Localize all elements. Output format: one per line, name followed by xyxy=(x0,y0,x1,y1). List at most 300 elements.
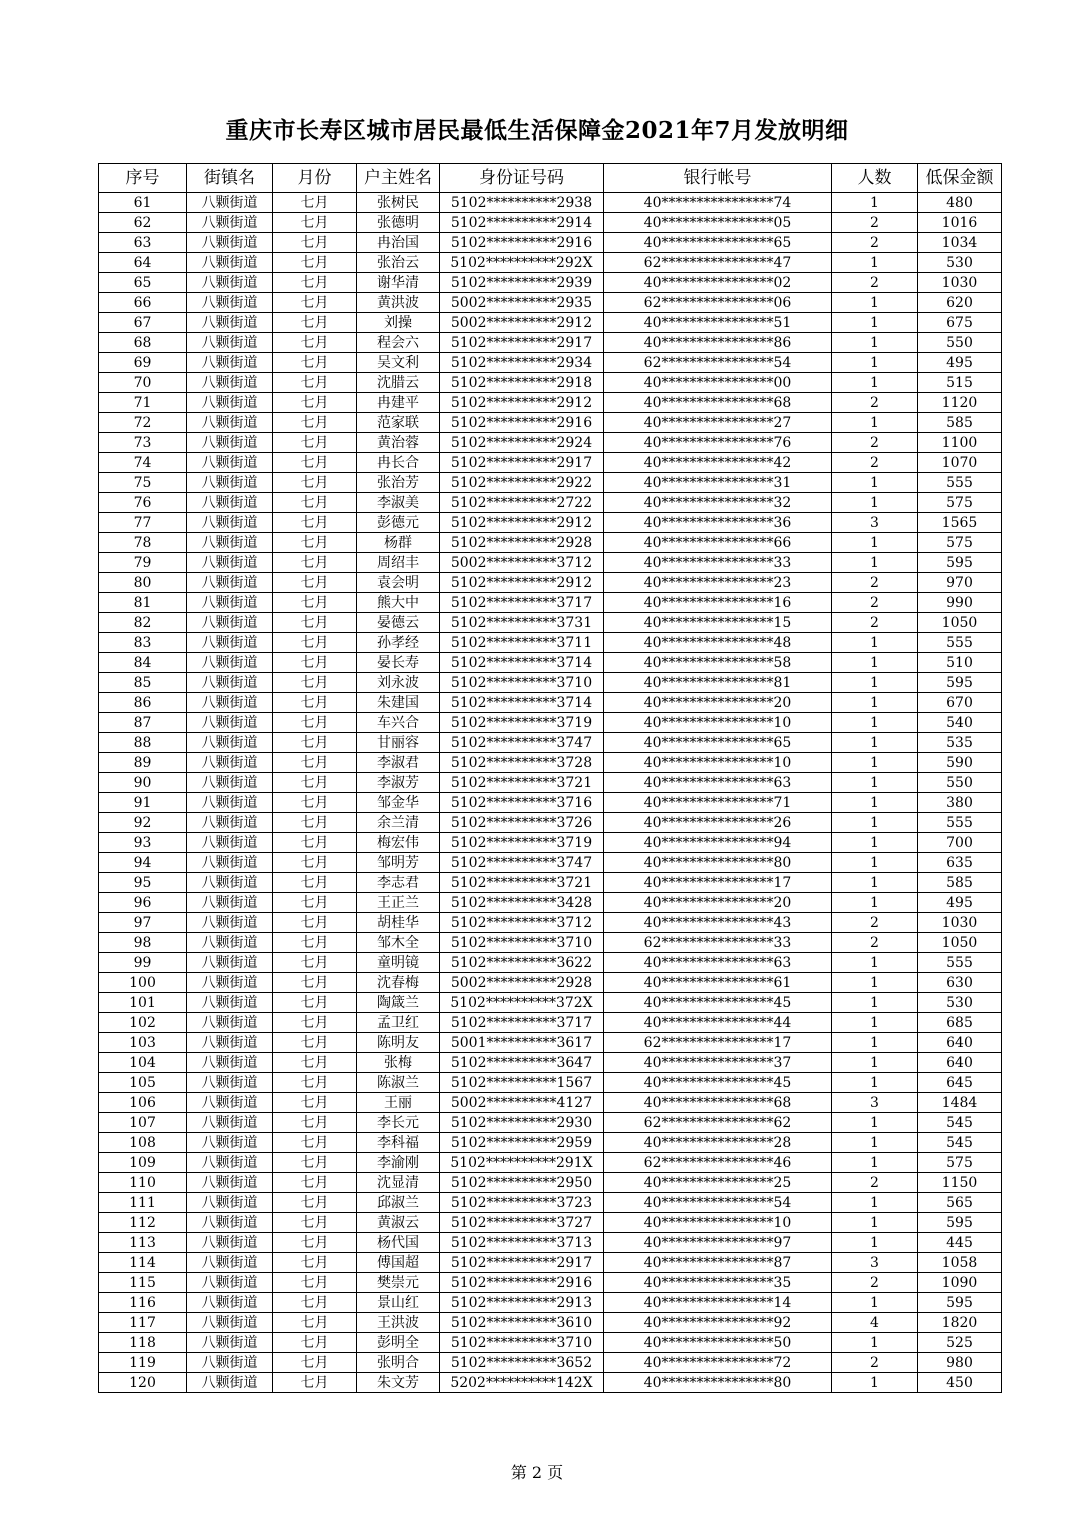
table-row xyxy=(99,813,1002,833)
cell-street: 八颗街道 xyxy=(187,293,273,313)
cell-street: 八颗街道 xyxy=(187,593,273,613)
cell-seq: 85 xyxy=(99,673,187,693)
cell-householder: 杨群 xyxy=(357,533,440,553)
column-header-street: 街镇名 xyxy=(187,164,273,193)
cell-persons: 1 xyxy=(832,473,918,493)
cell-persons: 1 xyxy=(832,353,918,373)
cell-bank-account: 40****************80 xyxy=(604,1373,832,1393)
cell-bank-account: 40****************68 xyxy=(604,1093,832,1113)
cell-street: 八颗街道 xyxy=(187,813,273,833)
cell-amount: 535 xyxy=(918,733,1002,753)
cell-amount: 1058 xyxy=(918,1253,1002,1273)
cell-id-number: 5102**********2912 xyxy=(440,393,604,413)
cell-id-number: 5102**********2934 xyxy=(440,353,604,373)
cell-householder: 程会六 xyxy=(357,333,440,353)
cell-seq: 93 xyxy=(99,833,187,853)
cell-seq: 116 xyxy=(99,1293,187,1313)
cell-seq: 68 xyxy=(99,333,187,353)
cell-seq: 84 xyxy=(99,653,187,673)
cell-street: 八颗街道 xyxy=(187,1233,273,1253)
cell-householder: 朱文芳 xyxy=(357,1373,440,1393)
cell-amount: 1050 xyxy=(918,613,1002,633)
cell-bank-account: 40****************94 xyxy=(604,833,832,853)
cell-street: 八颗街道 xyxy=(187,1353,273,1373)
cell-month: 七月 xyxy=(273,1153,357,1173)
cell-householder: 王丽 xyxy=(357,1093,440,1113)
cell-id-number: 5002**********2912 xyxy=(440,313,604,333)
cell-householder: 景山红 xyxy=(357,1293,440,1313)
cell-street: 八颗街道 xyxy=(187,213,273,233)
cell-bank-account: 40****************97 xyxy=(604,1233,832,1253)
cell-householder: 张明合 xyxy=(357,1353,440,1373)
cell-id-number: 5102**********2928 xyxy=(440,533,604,553)
cell-householder: 周绍丰 xyxy=(357,553,440,573)
cell-amount: 545 xyxy=(918,1113,1002,1133)
cell-street: 八颗街道 xyxy=(187,393,273,413)
table-row xyxy=(99,1233,1002,1253)
cell-street: 八颗街道 xyxy=(187,753,273,773)
cell-bank-account: 40****************76 xyxy=(604,433,832,453)
cell-amount: 1090 xyxy=(918,1273,1002,1293)
cell-seq: 112 xyxy=(99,1213,187,1233)
cell-street: 八颗街道 xyxy=(187,1193,273,1213)
table-row xyxy=(99,233,1002,253)
cell-persons: 1 xyxy=(832,1213,918,1233)
cell-householder: 李渝刚 xyxy=(357,1153,440,1173)
cell-persons: 1 xyxy=(832,713,918,733)
cell-bank-account: 40****************58 xyxy=(604,653,832,673)
cell-amount: 1565 xyxy=(918,513,1002,533)
cell-id-number: 5102**********3717 xyxy=(440,593,604,613)
cell-seq: 83 xyxy=(99,633,187,653)
cell-id-number: 5102**********2916 xyxy=(440,413,604,433)
cell-id-number: 5102**********2922 xyxy=(440,473,604,493)
cell-amount: 990 xyxy=(918,593,1002,613)
table-row xyxy=(99,693,1002,713)
cell-householder: 车兴合 xyxy=(357,713,440,733)
cell-householder: 李淑美 xyxy=(357,493,440,513)
cell-street: 八颗街道 xyxy=(187,853,273,873)
table-row xyxy=(99,1373,1002,1393)
cell-seq: 98 xyxy=(99,933,187,953)
table-row xyxy=(99,1313,1002,1333)
cell-seq: 119 xyxy=(99,1353,187,1373)
cell-bank-account: 40****************61 xyxy=(604,973,832,993)
cell-amount: 515 xyxy=(918,373,1002,393)
cell-id-number: 5102**********2938 xyxy=(440,193,604,213)
cell-bank-account: 62****************46 xyxy=(604,1153,832,1173)
cell-householder: 熊大中 xyxy=(357,593,440,613)
cell-seq: 96 xyxy=(99,893,187,913)
cell-month: 七月 xyxy=(273,453,357,473)
table-row xyxy=(99,633,1002,653)
table-header-row xyxy=(99,164,1002,193)
cell-persons: 1 xyxy=(832,1073,918,1093)
cell-amount: 595 xyxy=(918,1213,1002,1233)
cell-amount: 555 xyxy=(918,813,1002,833)
table-row xyxy=(99,553,1002,573)
cell-amount: 640 xyxy=(918,1033,1002,1053)
cell-householder: 陶箴兰 xyxy=(357,993,440,1013)
cell-street: 八颗街道 xyxy=(187,833,273,853)
cell-month: 七月 xyxy=(273,1373,357,1393)
cell-bank-account: 40****************45 xyxy=(604,1073,832,1093)
table-row xyxy=(99,373,1002,393)
cell-bank-account: 40****************86 xyxy=(604,333,832,353)
cell-bank-account: 40****************44 xyxy=(604,1013,832,1033)
cell-month: 七月 xyxy=(273,633,357,653)
cell-id-number: 5102**********3652 xyxy=(440,1353,604,1373)
cell-amount: 1820 xyxy=(918,1313,1002,1333)
cell-bank-account: 62****************62 xyxy=(604,1113,832,1133)
cell-persons: 1 xyxy=(832,413,918,433)
cell-id-number: 5102**********2930 xyxy=(440,1113,604,1133)
cell-amount: 545 xyxy=(918,1133,1002,1153)
table-row xyxy=(99,1073,1002,1093)
cell-seq: 63 xyxy=(99,233,187,253)
cell-bank-account: 40****************33 xyxy=(604,553,832,573)
cell-householder: 张治云 xyxy=(357,253,440,273)
cell-id-number: 5102**********3728 xyxy=(440,753,604,773)
cell-month: 七月 xyxy=(273,973,357,993)
cell-householder: 吴文利 xyxy=(357,353,440,373)
cell-amount: 1100 xyxy=(918,433,1002,453)
cell-persons: 1 xyxy=(832,253,918,273)
cell-street: 八颗街道 xyxy=(187,433,273,453)
cell-id-number: 5102**********291X xyxy=(440,1153,604,1173)
cell-persons: 3 xyxy=(832,1253,918,1273)
table-row xyxy=(99,1293,1002,1313)
cell-id-number: 5102**********2912 xyxy=(440,573,604,593)
table-row xyxy=(99,253,1002,273)
cell-bank-account: 40****************10 xyxy=(604,713,832,733)
cell-street: 八颗街道 xyxy=(187,613,273,633)
table-row xyxy=(99,593,1002,613)
cell-amount: 1120 xyxy=(918,393,1002,413)
cell-id-number: 5202**********142X xyxy=(440,1373,604,1393)
table-row xyxy=(99,193,1002,213)
cell-id-number: 5102**********372X xyxy=(440,993,604,1013)
cell-bank-account: 40****************16 xyxy=(604,593,832,613)
cell-month: 七月 xyxy=(273,273,357,293)
cell-month: 七月 xyxy=(273,1073,357,1093)
cell-seq: 105 xyxy=(99,1073,187,1093)
table-row xyxy=(99,433,1002,453)
cell-bank-account: 40****************00 xyxy=(604,373,832,393)
cell-month: 七月 xyxy=(273,933,357,953)
cell-householder: 童明镜 xyxy=(357,953,440,973)
cell-month: 七月 xyxy=(273,1093,357,1113)
cell-id-number: 5102**********2917 xyxy=(440,1253,604,1273)
cell-id-number: 5102**********2939 xyxy=(440,273,604,293)
cell-seq: 76 xyxy=(99,493,187,513)
column-header-householder: 户主姓名 xyxy=(357,164,440,193)
cell-amount: 700 xyxy=(918,833,1002,853)
cell-street: 八颗街道 xyxy=(187,873,273,893)
cell-month: 七月 xyxy=(273,573,357,593)
cell-street: 八颗街道 xyxy=(187,313,273,333)
cell-id-number: 5102**********2924 xyxy=(440,433,604,453)
cell-id-number: 5102**********3747 xyxy=(440,853,604,873)
cell-householder: 范家联 xyxy=(357,413,440,433)
cell-seq: 75 xyxy=(99,473,187,493)
cell-bank-account: 40****************65 xyxy=(604,233,832,253)
cell-seq: 107 xyxy=(99,1113,187,1133)
cell-bank-account: 40****************51 xyxy=(604,313,832,333)
cell-month: 七月 xyxy=(273,1013,357,1033)
cell-month: 七月 xyxy=(273,593,357,613)
cell-householder: 邱淑兰 xyxy=(357,1193,440,1213)
table-row xyxy=(99,1213,1002,1233)
table-row xyxy=(99,513,1002,533)
cell-householder: 冉建平 xyxy=(357,393,440,413)
cell-street: 八颗街道 xyxy=(187,773,273,793)
cell-householder: 邹木全 xyxy=(357,933,440,953)
cell-bank-account: 40****************28 xyxy=(604,1133,832,1153)
cell-month: 七月 xyxy=(273,653,357,673)
table-row xyxy=(99,1333,1002,1353)
cell-amount: 450 xyxy=(918,1373,1002,1393)
cell-month: 七月 xyxy=(273,913,357,933)
cell-id-number: 5102**********3727 xyxy=(440,1213,604,1233)
cell-street: 八颗街道 xyxy=(187,733,273,753)
cell-householder: 孙孝经 xyxy=(357,633,440,653)
table-row xyxy=(99,213,1002,233)
cell-amount: 575 xyxy=(918,533,1002,553)
cell-id-number: 5102**********3719 xyxy=(440,713,604,733)
table-row xyxy=(99,1013,1002,1033)
cell-householder: 黄治蓉 xyxy=(357,433,440,453)
cell-persons: 1 xyxy=(832,1373,918,1393)
table-row xyxy=(99,1193,1002,1213)
cell-bank-account: 40****************54 xyxy=(604,1193,832,1213)
cell-persons: 2 xyxy=(832,433,918,453)
cell-street: 八颗街道 xyxy=(187,653,273,673)
cell-month: 七月 xyxy=(273,1193,357,1213)
cell-amount: 970 xyxy=(918,573,1002,593)
cell-persons: 1 xyxy=(832,833,918,853)
cell-month: 七月 xyxy=(273,993,357,1013)
cell-month: 七月 xyxy=(273,473,357,493)
cell-street: 八颗街道 xyxy=(187,933,273,953)
column-header-bank-account: 银行帐号 xyxy=(604,164,832,193)
cell-id-number: 5102**********3622 xyxy=(440,953,604,973)
cell-id-number: 5102**********3721 xyxy=(440,773,604,793)
cell-householder: 李长元 xyxy=(357,1113,440,1133)
cell-householder: 彭明全 xyxy=(357,1333,440,1353)
cell-month: 七月 xyxy=(273,413,357,433)
cell-month: 七月 xyxy=(273,793,357,813)
cell-persons: 1 xyxy=(832,653,918,673)
cell-month: 七月 xyxy=(273,1273,357,1293)
cell-street: 八颗街道 xyxy=(187,353,273,373)
cell-month: 七月 xyxy=(273,753,357,773)
cell-id-number: 5002**********2928 xyxy=(440,973,604,993)
cell-persons: 1 xyxy=(832,1113,918,1133)
cell-seq: 99 xyxy=(99,953,187,973)
table-row xyxy=(99,393,1002,413)
cell-seq: 97 xyxy=(99,913,187,933)
cell-seq: 91 xyxy=(99,793,187,813)
cell-street: 八颗街道 xyxy=(187,693,273,713)
cell-persons: 4 xyxy=(832,1313,918,1333)
cell-id-number: 5102**********2917 xyxy=(440,333,604,353)
table-row xyxy=(99,353,1002,373)
cell-seq: 78 xyxy=(99,533,187,553)
cell-bank-account: 40****************02 xyxy=(604,273,832,293)
cell-seq: 70 xyxy=(99,373,187,393)
column-header-persons: 人数 xyxy=(832,164,918,193)
allowance-table xyxy=(98,163,1002,1393)
cell-month: 七月 xyxy=(273,773,357,793)
cell-seq: 71 xyxy=(99,393,187,413)
cell-id-number: 5102**********3710 xyxy=(440,1333,604,1353)
page-title: 重庆市长寿区城市居民最低生活保障金2021年7月发放明细 xyxy=(225,117,849,144)
cell-bank-account: 40****************10 xyxy=(604,1213,832,1233)
cell-persons: 2 xyxy=(832,613,918,633)
cell-bank-account: 40****************72 xyxy=(604,1353,832,1373)
cell-householder: 邹金华 xyxy=(357,793,440,813)
cell-street: 八颗街道 xyxy=(187,1013,273,1033)
cell-householder: 邹明芳 xyxy=(357,853,440,873)
cell-persons: 1 xyxy=(832,333,918,353)
cell-id-number: 5102**********2959 xyxy=(440,1133,604,1153)
table-row xyxy=(99,1253,1002,1273)
cell-id-number: 5102**********3726 xyxy=(440,813,604,833)
cell-seq: 61 xyxy=(99,193,187,213)
cell-street: 八颗街道 xyxy=(187,253,273,273)
cell-bank-account: 62****************54 xyxy=(604,353,832,373)
cell-seq: 103 xyxy=(99,1033,187,1053)
cell-month: 七月 xyxy=(273,553,357,573)
cell-amount: 555 xyxy=(918,473,1002,493)
cell-persons: 1 xyxy=(832,1193,918,1213)
cell-persons: 1 xyxy=(832,973,918,993)
cell-persons: 2 xyxy=(832,273,918,293)
page-number: 第 2 页 xyxy=(510,1463,564,1482)
table-row xyxy=(99,473,1002,493)
cell-bank-account: 40****************43 xyxy=(604,913,832,933)
cell-householder: 晏长寿 xyxy=(357,653,440,673)
table-row xyxy=(99,653,1002,673)
cell-id-number: 5102**********3711 xyxy=(440,633,604,653)
cell-bank-account: 40****************81 xyxy=(604,673,832,693)
table-row xyxy=(99,873,1002,893)
cell-amount: 675 xyxy=(918,313,1002,333)
cell-householder: 张梅 xyxy=(357,1053,440,1073)
cell-amount: 530 xyxy=(918,253,1002,273)
cell-seq: 114 xyxy=(99,1253,187,1273)
cell-month: 七月 xyxy=(273,293,357,313)
table-row xyxy=(99,733,1002,753)
cell-id-number: 5102**********2916 xyxy=(440,1273,604,1293)
cell-householder: 余兰清 xyxy=(357,813,440,833)
column-header-seq: 序号 xyxy=(99,164,187,193)
table-row xyxy=(99,1093,1002,1113)
cell-id-number: 5102**********3647 xyxy=(440,1053,604,1073)
cell-street: 八颗街道 xyxy=(187,1093,273,1113)
cell-month: 七月 xyxy=(273,953,357,973)
cell-householder: 李志君 xyxy=(357,873,440,893)
cell-street: 八颗街道 xyxy=(187,1253,273,1273)
cell-bank-account: 40****************65 xyxy=(604,733,832,753)
cell-amount: 980 xyxy=(918,1353,1002,1373)
cell-street: 八颗街道 xyxy=(187,1373,273,1393)
cell-householder: 朱建国 xyxy=(357,693,440,713)
cell-street: 八颗街道 xyxy=(187,1333,273,1353)
cell-month: 七月 xyxy=(273,893,357,913)
cell-persons: 2 xyxy=(832,233,918,253)
cell-seq: 92 xyxy=(99,813,187,833)
cell-id-number: 5102**********3719 xyxy=(440,833,604,853)
cell-bank-account: 40****************63 xyxy=(604,953,832,973)
cell-seq: 115 xyxy=(99,1273,187,1293)
cell-id-number: 5102**********3710 xyxy=(440,933,604,953)
cell-householder: 沈显清 xyxy=(357,1173,440,1193)
cell-amount: 1030 xyxy=(918,273,1002,293)
cell-persons: 2 xyxy=(832,213,918,233)
cell-persons: 1 xyxy=(832,1333,918,1353)
cell-amount: 635 xyxy=(918,853,1002,873)
table-row xyxy=(99,673,1002,693)
cell-amount: 595 xyxy=(918,553,1002,573)
table-row xyxy=(99,533,1002,553)
cell-householder: 李淑芳 xyxy=(357,773,440,793)
table-row xyxy=(99,1153,1002,1173)
cell-seq: 101 xyxy=(99,993,187,1013)
cell-householder: 甘丽容 xyxy=(357,733,440,753)
cell-bank-account: 40****************25 xyxy=(604,1173,832,1193)
cell-bank-account: 62****************17 xyxy=(604,1033,832,1053)
cell-month: 七月 xyxy=(273,253,357,273)
cell-amount: 550 xyxy=(918,773,1002,793)
cell-amount: 645 xyxy=(918,1073,1002,1093)
cell-seq: 117 xyxy=(99,1313,187,1333)
cell-seq: 77 xyxy=(99,513,187,533)
cell-id-number: 5102**********3712 xyxy=(440,913,604,933)
cell-persons: 1 xyxy=(832,293,918,313)
cell-householder: 陈明友 xyxy=(357,1033,440,1053)
cell-householder: 李淑君 xyxy=(357,753,440,773)
cell-persons: 1 xyxy=(832,193,918,213)
cell-seq: 82 xyxy=(99,613,187,633)
cell-seq: 100 xyxy=(99,973,187,993)
cell-seq: 67 xyxy=(99,313,187,333)
cell-seq: 74 xyxy=(99,453,187,473)
cell-persons: 1 xyxy=(832,793,918,813)
cell-persons: 1 xyxy=(832,893,918,913)
cell-persons: 1 xyxy=(832,673,918,693)
cell-bank-account: 40****************48 xyxy=(604,633,832,653)
cell-month: 七月 xyxy=(273,1313,357,1333)
cell-amount: 555 xyxy=(918,953,1002,973)
cell-bank-account: 40****************23 xyxy=(604,573,832,593)
cell-seq: 72 xyxy=(99,413,187,433)
cell-bank-account: 62****************47 xyxy=(604,253,832,273)
cell-persons: 1 xyxy=(832,733,918,753)
cell-amount: 685 xyxy=(918,1013,1002,1033)
cell-bank-account: 40****************42 xyxy=(604,453,832,473)
cell-persons: 2 xyxy=(832,573,918,593)
cell-seq: 66 xyxy=(99,293,187,313)
cell-bank-account: 40****************32 xyxy=(604,493,832,513)
cell-street: 八颗街道 xyxy=(187,1213,273,1233)
cell-householder: 王正兰 xyxy=(357,893,440,913)
cell-month: 七月 xyxy=(273,833,357,853)
cell-bank-account: 62****************06 xyxy=(604,293,832,313)
cell-householder: 张树民 xyxy=(357,193,440,213)
cell-amount: 1050 xyxy=(918,933,1002,953)
